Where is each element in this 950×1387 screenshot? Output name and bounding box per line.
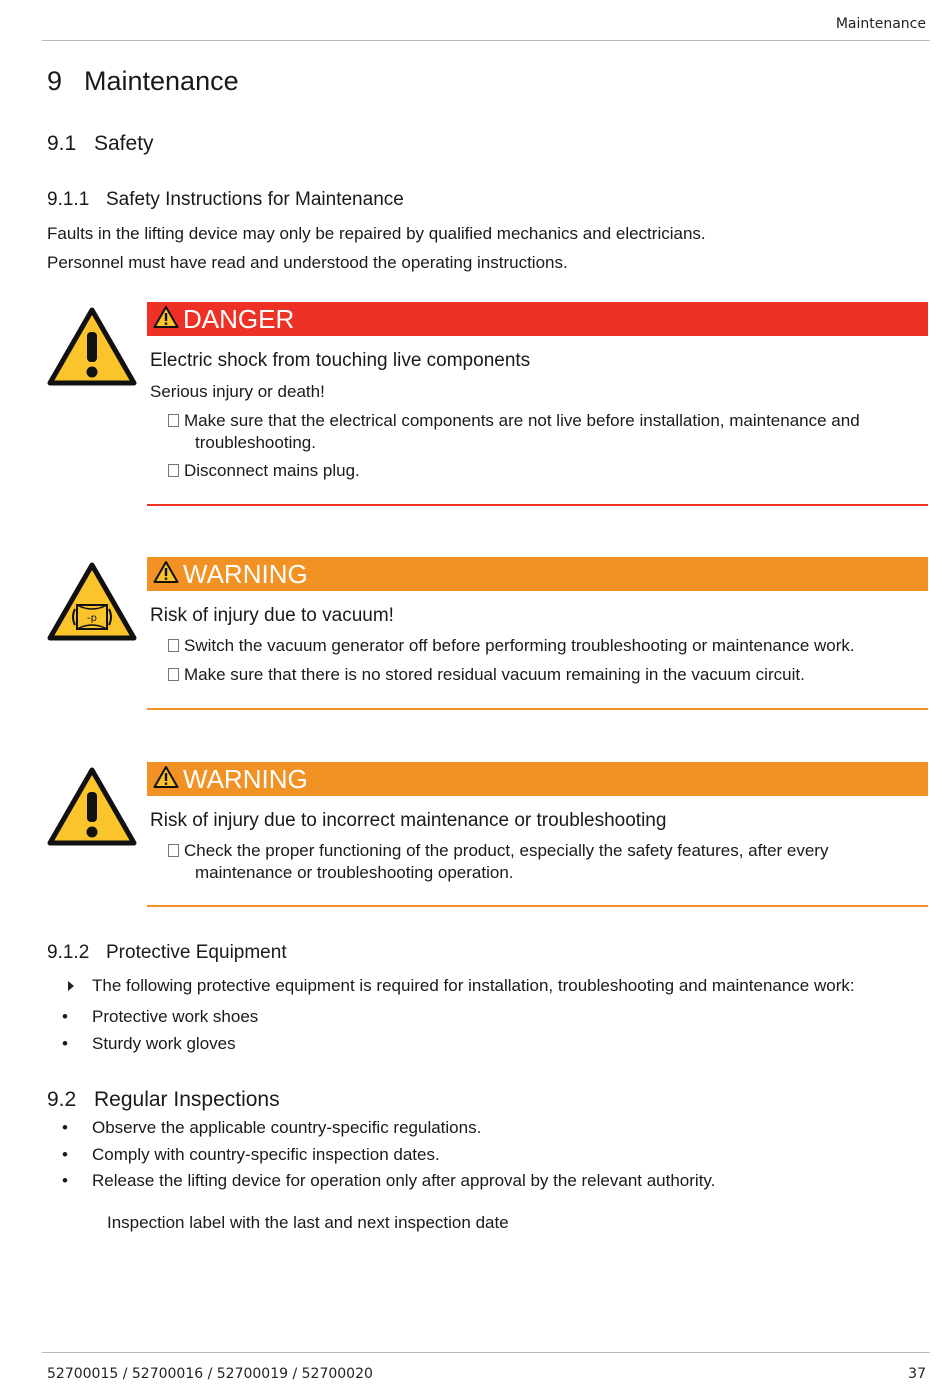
subsection-heading-9-1-1 — [47, 189, 404, 211]
vacuum-warning-sign-icon — [47, 561, 137, 641]
list-item — [62, 1034, 236, 1054]
subsection-number: 9.1.1 — [47, 189, 90, 210]
list-item — [62, 1145, 440, 1165]
warning-label: WARNING — [183, 559, 308, 589]
warning-triangle-icon — [153, 305, 179, 329]
checkbox-bullet-icon — [168, 668, 179, 681]
warning-triangle-icon — [153, 765, 179, 789]
danger-banner — [147, 302, 928, 336]
paragraph: Personnel must have read and understood the operating instructions. — [47, 253, 568, 272]
chapter-heading — [47, 66, 239, 97]
list-item — [62, 1171, 715, 1191]
running-header: Maintenance — [835, 16, 926, 32]
list-item-text: Observe the applicable country-specific regulations. — [92, 1118, 482, 1137]
warning-banner — [147, 557, 928, 591]
warning-triangle-icon — [153, 560, 179, 584]
hazard-title: Risk of injury due to vacuum! — [150, 605, 394, 626]
danger-label: DANGER — [183, 304, 295, 334]
subsection-title: Protective Equipment — [106, 942, 287, 963]
list-item — [168, 460, 910, 482]
warning-label: WARNING — [183, 764, 308, 794]
action-arrow-icon — [68, 981, 74, 991]
section-number: 9.2 — [47, 1088, 77, 1111]
list-item — [168, 664, 910, 686]
figure-caption: Inspection label with the last and next inspection date — [107, 1213, 509, 1232]
section-title: Regular Inspections — [94, 1088, 280, 1111]
bullet-icon: • — [62, 1171, 68, 1190]
list-item-text: maintenance or troubleshooting operation. — [195, 863, 514, 882]
action-item-text: The following protective equipment is required for installation, troubleshooting and maintenance work: — [92, 976, 855, 995]
list-item — [62, 1007, 258, 1027]
bullet-icon: • — [62, 1034, 68, 1053]
chapter-title: Maintenance — [84, 66, 239, 96]
vacuum-sign-text: -p — [87, 613, 97, 624]
list-item-text: Check the proper functioning of the product, especially the safety features, after every — [184, 841, 829, 860]
hazard-title: Electric shock from touching live components — [150, 350, 531, 371]
section-title: Safety — [94, 132, 154, 155]
section-heading-9-2 — [47, 1088, 280, 1112]
checkbox-bullet-icon — [168, 844, 179, 857]
warning-banner — [147, 762, 928, 796]
list-item-text: troubleshooting. — [195, 433, 316, 452]
bullet-icon: • — [62, 1007, 68, 1026]
list-item-text: Comply with country-specific inspection dates. — [92, 1145, 440, 1164]
hazard-consequence: Serious injury or death! — [150, 382, 325, 401]
bullet-icon: • — [62, 1145, 68, 1164]
list-item-text: Make sure that the electrical components are not live before installation, maintenance and — [184, 411, 860, 430]
warning-end-rule — [147, 708, 928, 710]
checkbox-bullet-icon — [168, 464, 179, 477]
page-number: 37 — [908, 1366, 926, 1382]
subsection-heading-9-1-2 — [47, 942, 287, 964]
bullet-icon: • — [62, 1118, 68, 1137]
action-item — [62, 976, 855, 996]
chapter-number: 9 — [47, 66, 63, 96]
checkbox-bullet-icon — [168, 639, 179, 652]
list-item — [168, 410, 910, 454]
general-warning-sign-icon — [47, 766, 137, 846]
header-rule — [42, 40, 930, 41]
list-item-text: Protective work shoes — [92, 1007, 259, 1026]
list-item — [168, 635, 910, 657]
list-item-text: Release the lifting device for operation only after approval by the relevant authority. — [92, 1171, 716, 1190]
section-heading-9-1 — [47, 132, 154, 156]
danger-end-rule — [147, 504, 928, 506]
paragraph: Faults in the lifting device may only be repaired by qualified mechanics and electricians. — [47, 224, 706, 243]
list-item-text: Switch the vacuum generator off before performing troubleshooting or maintenance work. — [184, 636, 855, 655]
hazard-title: Risk of injury due to incorrect maintenance or troubleshooting — [150, 810, 667, 831]
general-warning-sign-icon — [47, 306, 137, 386]
list-item-text: Sturdy work gloves — [92, 1034, 236, 1053]
checkbox-bullet-icon — [168, 414, 179, 427]
list-item — [62, 1118, 481, 1138]
section-number: 9.1 — [47, 132, 77, 155]
list-item — [168, 840, 910, 884]
subsection-title: Safety Instructions for Maintenance — [106, 189, 404, 210]
list-item-text: Disconnect mains plug. — [184, 461, 360, 480]
footer-rule — [42, 1352, 930, 1353]
list-item-text: Make sure that there is no stored residual vacuum remaining in the vacuum circuit. — [184, 665, 805, 684]
warning-end-rule — [147, 905, 928, 907]
subsection-number: 9.1.2 — [47, 942, 90, 963]
footer-doc-numbers: 52700015 / 52700016 / 52700019 / 52700020 — [47, 1366, 373, 1382]
